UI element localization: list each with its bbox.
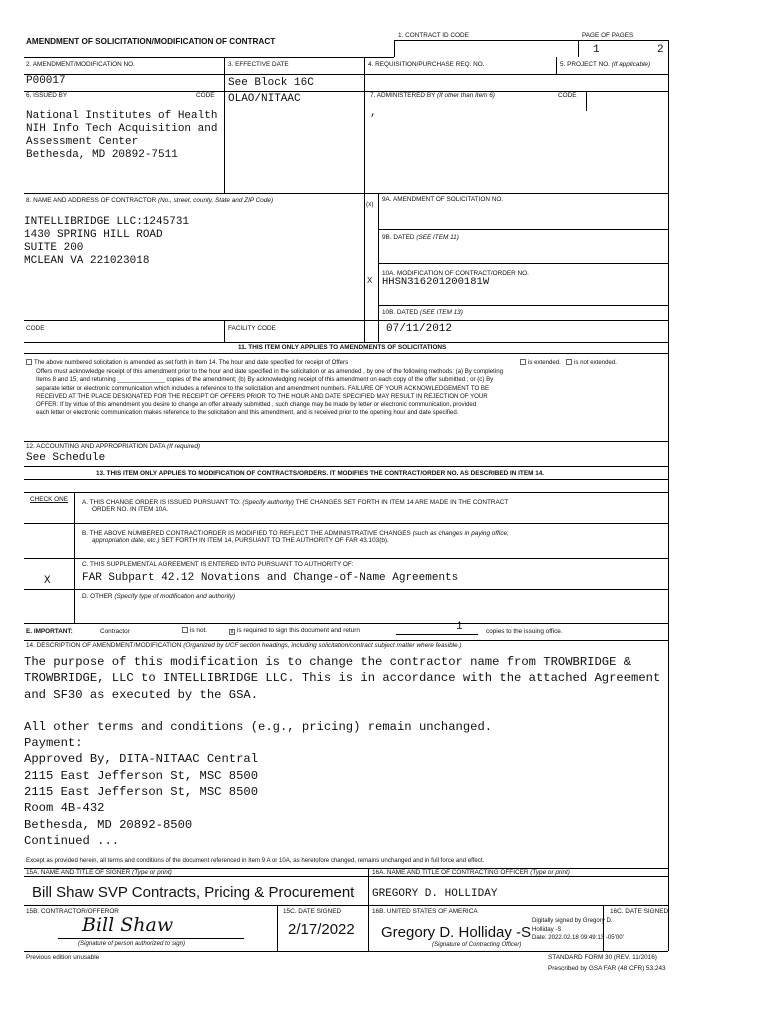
item14-label: 14. DESCRIPTION OF AMENDMENT/MODIFICATION (Organized by UCF section headings, including solicitation/contract subject matter where feasible.)	[26, 642, 462, 649]
item7-label: 7. ADMINISTERED BY (If other than Item 6)	[370, 92, 495, 99]
copies-tail: copies to the issuing office.	[486, 628, 563, 635]
item16a-label: 16A. NAME AND TITLE OF CONTRACTING OFFICER (Type or print)	[372, 869, 570, 876]
item11-header: 11. THIS ITEM ONLY APPLIES TO AMENDMENTS OF SOLICITATIONS	[238, 344, 447, 351]
copies-count: 1	[456, 621, 463, 633]
rule	[224, 320, 225, 342]
rule	[378, 305, 668, 306]
item13d-line: D. OTHER (Specify type of modification and authority)	[82, 593, 236, 600]
rule	[24, 492, 668, 493]
rule	[24, 479, 668, 480]
contractor-label: Contractor	[100, 628, 130, 635]
rule	[24, 57, 394, 58]
form-title: AMENDMENT OF SOLICITATION/MODIFICATION OF CONTRACT	[26, 37, 276, 46]
item13a-line2: ORDER NO. IN ITEM 10A.	[92, 506, 169, 513]
rule	[24, 74, 668, 75]
rule	[277, 905, 278, 951]
contracting-officer-signature: Gregory D. Holliday -S	[381, 924, 532, 941]
footer-prescribed: Prescribed by GSA FAR (48 CFR) 53.243	[548, 965, 666, 972]
contract-id-label: 1. CONTRACT ID CODE	[398, 32, 469, 39]
item2-label: 2. AMENDMENT/MODIFICATION NO.	[26, 61, 135, 68]
rule	[556, 57, 557, 74]
item10b-label: 10B. DATED (SEE ITEM 13)	[382, 309, 463, 316]
item15a-label: 15A. NAME AND TITLE OF SIGNER (Type or print)	[26, 869, 172, 876]
item16b-label: 16B. UNITED STATES OF AMERICA	[372, 908, 478, 915]
rule	[394, 40, 395, 57]
rule	[24, 558, 668, 559]
copies-underline	[396, 634, 478, 635]
rule	[378, 263, 668, 264]
rule	[224, 57, 225, 193]
item13a-line1: A. THIS CHANGE ORDER IS ISSUED PURSUANT TO: (Specify authority) THE CHANGES SET FORTH IN ITEM 14 ARE MADE IN THE CONTRACT	[82, 499, 509, 506]
rule	[74, 492, 75, 623]
item7-code-label: CODE	[558, 92, 577, 99]
item12-value: See Schedule	[26, 452, 106, 464]
item8-label: 8. NAME AND ADDRESS OF CONTRACTOR (No., street, county, State and ZIP Code)	[26, 197, 274, 204]
item6-code-value: OLAO/NITAAC	[228, 93, 301, 105]
item13c-check-mark: X	[44, 575, 51, 587]
signature-line	[58, 938, 244, 939]
page-total: 2	[657, 44, 664, 56]
facility-code-label: FACILITY CODE	[228, 325, 276, 332]
rule	[368, 868, 369, 905]
rule	[24, 905, 668, 906]
item13c-line: C. THIS SUPPLEMENTAL AGREEMENT IS ENTERED INTO PURSUANT TO AUTHORITY OF:	[82, 561, 354, 568]
item13b-line2: appropriation date, etc.) SET FORTH IN ITEM 14, PURSUANT TO THE AUTHORITY OF FAR 43.103(b).	[92, 537, 389, 544]
important-label: E. IMPORTANT:	[26, 628, 73, 635]
footer-left: Previous edition unusable	[26, 954, 100, 961]
item9b-label: 9B. DATED (SEE ITEM 11)	[382, 234, 459, 241]
rule	[394, 40, 668, 41]
item10a-check-mark: X	[367, 276, 373, 285]
item10a-label: 10A. MODIFICATION OF CONTRACT/ORDER NO.	[382, 270, 529, 277]
is-not-checkbox[interactable]	[182, 627, 188, 633]
item13b-line1: B. THE ABOVE NUMBERED CONTRACT/ORDER IS MODIFIED TO REFLECT THE ADMINISTRATIVE CHANGES (such as changes in paying office,	[82, 530, 509, 537]
item16c-label: 16C. DATE SIGNED	[610, 908, 669, 915]
rule	[24, 951, 668, 952]
item13-header: 13. THIS ITEM ONLY APPLIES TO MODIFICATION OF CONTRACTS/ORDERS. IT MODIFIES THE CONTRACT/ORDER NO. AS DESCRIBED IN ITEM 14.	[96, 470, 545, 477]
rule	[24, 640, 668, 641]
rule	[668, 40, 669, 951]
item11-line1: The above numbered solicitation is amended as set forth in Item 14. The hour and date specified for receipt of Offers	[26, 359, 348, 367]
rule	[578, 40, 579, 57]
rule	[24, 466, 668, 467]
item3-value: See Block 16C	[228, 77, 314, 89]
item15c-value: 2/17/2022	[288, 921, 355, 938]
extended-checkbox[interactable]	[520, 359, 526, 365]
item10b-value: 07/11/2012	[386, 323, 453, 335]
code-label: CODE	[26, 325, 45, 332]
except-statement: Except as provided herein, all terms and conditions of the document referenced in Item 9 A or 10A, as heretofore changed, remains unchanged and in full force and effect.	[26, 857, 485, 864]
item9a-label: 9A. AMENDMENT OF SOLICITATION NO.	[382, 196, 504, 203]
rule	[24, 623, 668, 624]
rule	[24, 193, 668, 194]
item5-label: 5. PROJECT NO. (If applicable)	[560, 61, 651, 68]
digital-signature-stamp: Digitally signed by Gregory D. Holliday -S Date: 2022.02.18 09:49:13 -05'00'	[532, 917, 624, 942]
check-one-label: CHECK ONE	[30, 496, 68, 503]
item16a-value: GREGORY D. HOLLIDAY	[372, 888, 498, 900]
rule	[24, 342, 668, 343]
x-column-header: (x)	[366, 201, 374, 208]
item3-label: 3. EFFECTIVE DATE	[228, 61, 289, 68]
item4-label: 4. REQUISITION/PURCHASE REQ. NO.	[368, 61, 485, 68]
rule	[24, 441, 668, 442]
item10a-value: HHSN316201200181W	[382, 276, 490, 288]
rule	[368, 905, 369, 951]
item6-code-label: CODE	[196, 92, 215, 99]
rule	[378, 193, 379, 342]
rule	[586, 91, 587, 111]
is-required-option: x is required to sign this document and return	[230, 627, 360, 635]
item13c-value: FAR Subpart 42.12 Novations and Change-of-Name Agreements	[82, 572, 459, 584]
rule	[364, 57, 365, 342]
is-not-option: is not.	[182, 627, 207, 635]
item15a-value: Bill Shaw SVP Contracts, Pricing & Procurement	[32, 884, 355, 901]
not-extended-checkbox[interactable]	[566, 359, 572, 365]
item6-label: 6. ISSUED BY	[26, 92, 68, 99]
page-label: PAGE OF PAGES	[582, 32, 634, 39]
amend-checkbox[interactable]	[26, 359, 32, 365]
item8-address: INTELLIBRIDGE LLC:1245731 1430 SPRING HILL ROAD SUITE 200 MCLEAN VA 221023018	[24, 216, 190, 267]
item7-value: ,	[370, 107, 377, 119]
item15c-label: 15C. DATE SIGNED	[283, 908, 342, 915]
contractor-signature: Bill Shaw	[82, 914, 174, 936]
rule	[24, 589, 668, 590]
rule	[24, 353, 668, 354]
item15b-label: 15B. CONTRACTOR/OFFEROR	[26, 908, 119, 915]
rule	[24, 320, 668, 321]
is-required-checkbox[interactable]: x	[230, 629, 234, 635]
item15b-caption: (Signature of person authorized to sign)	[78, 940, 186, 947]
item6-address: National Institutes of Health NIH Info Tech Acquisition and Assessment Center Bethesda, MD 20892-7511	[26, 110, 218, 161]
rule	[24, 523, 668, 524]
page-number: 1	[593, 44, 600, 56]
extended-options: is extended. is not extended.	[520, 359, 617, 367]
item12-label: 12. ACCOUNTING AND APPROPRIATION DATA (If required)	[26, 443, 201, 450]
rule	[378, 229, 668, 230]
item16b-caption: (Signature of Contracting Officer)	[432, 941, 522, 948]
item14-description: The purpose of this modification is to change the contractor name from TROWBRIDGE & TROWBRIDGE, LLC to INTELLIBRIDGE LLC. This is in accordance with the attached Agreement and SF30 as executed by the GSA. All other terms and conditions (e.g., pricing) remain unchanged. Payment: Approved By, DITA-NITAAC Central 2115 East Jefferson St, MSC 8500 2115 East Jefferson St, MSC 8500 Room 4B-432 Bethesda, MD 20892-8500 Continued ...	[24, 655, 661, 848]
item2-value: P00017	[26, 75, 66, 87]
item11-text: Offers must acknowledge receipt of this amendment prior to the hour and date specified in the solicitation or as amended , by one of the following methods: (a) By completing Items 8 and 15, and returning ______________ copies of the amendment; (b) By acknowledging receipt of this amendment on each copy of the offer submitted ; or (c) By separate letter or electronic communication which includes a reference to the solicitation and amendment numbers. FAILURE OF YOUR ACKNOWLEDGEMENT TO BE RECEIVED AT THE PLACE DESIGNATED FOR THE RECEIPT OF OFFERS PRIOR TO THE HOUR AND DATE SPECIFIED MAY RESULT IN REJECTION OF YOUR OFFER. If by virtue of this amendment you desire to change an offer already submitted , such change may be made by letter or electronic communication, provided each letter or electronic communication makes reference to the solicitation and this amendment, and is received prior to the opening hour and date specified.	[36, 368, 503, 417]
footer-form-number: STANDARD FORM 30 (REV. 11/2016)	[548, 954, 657, 961]
